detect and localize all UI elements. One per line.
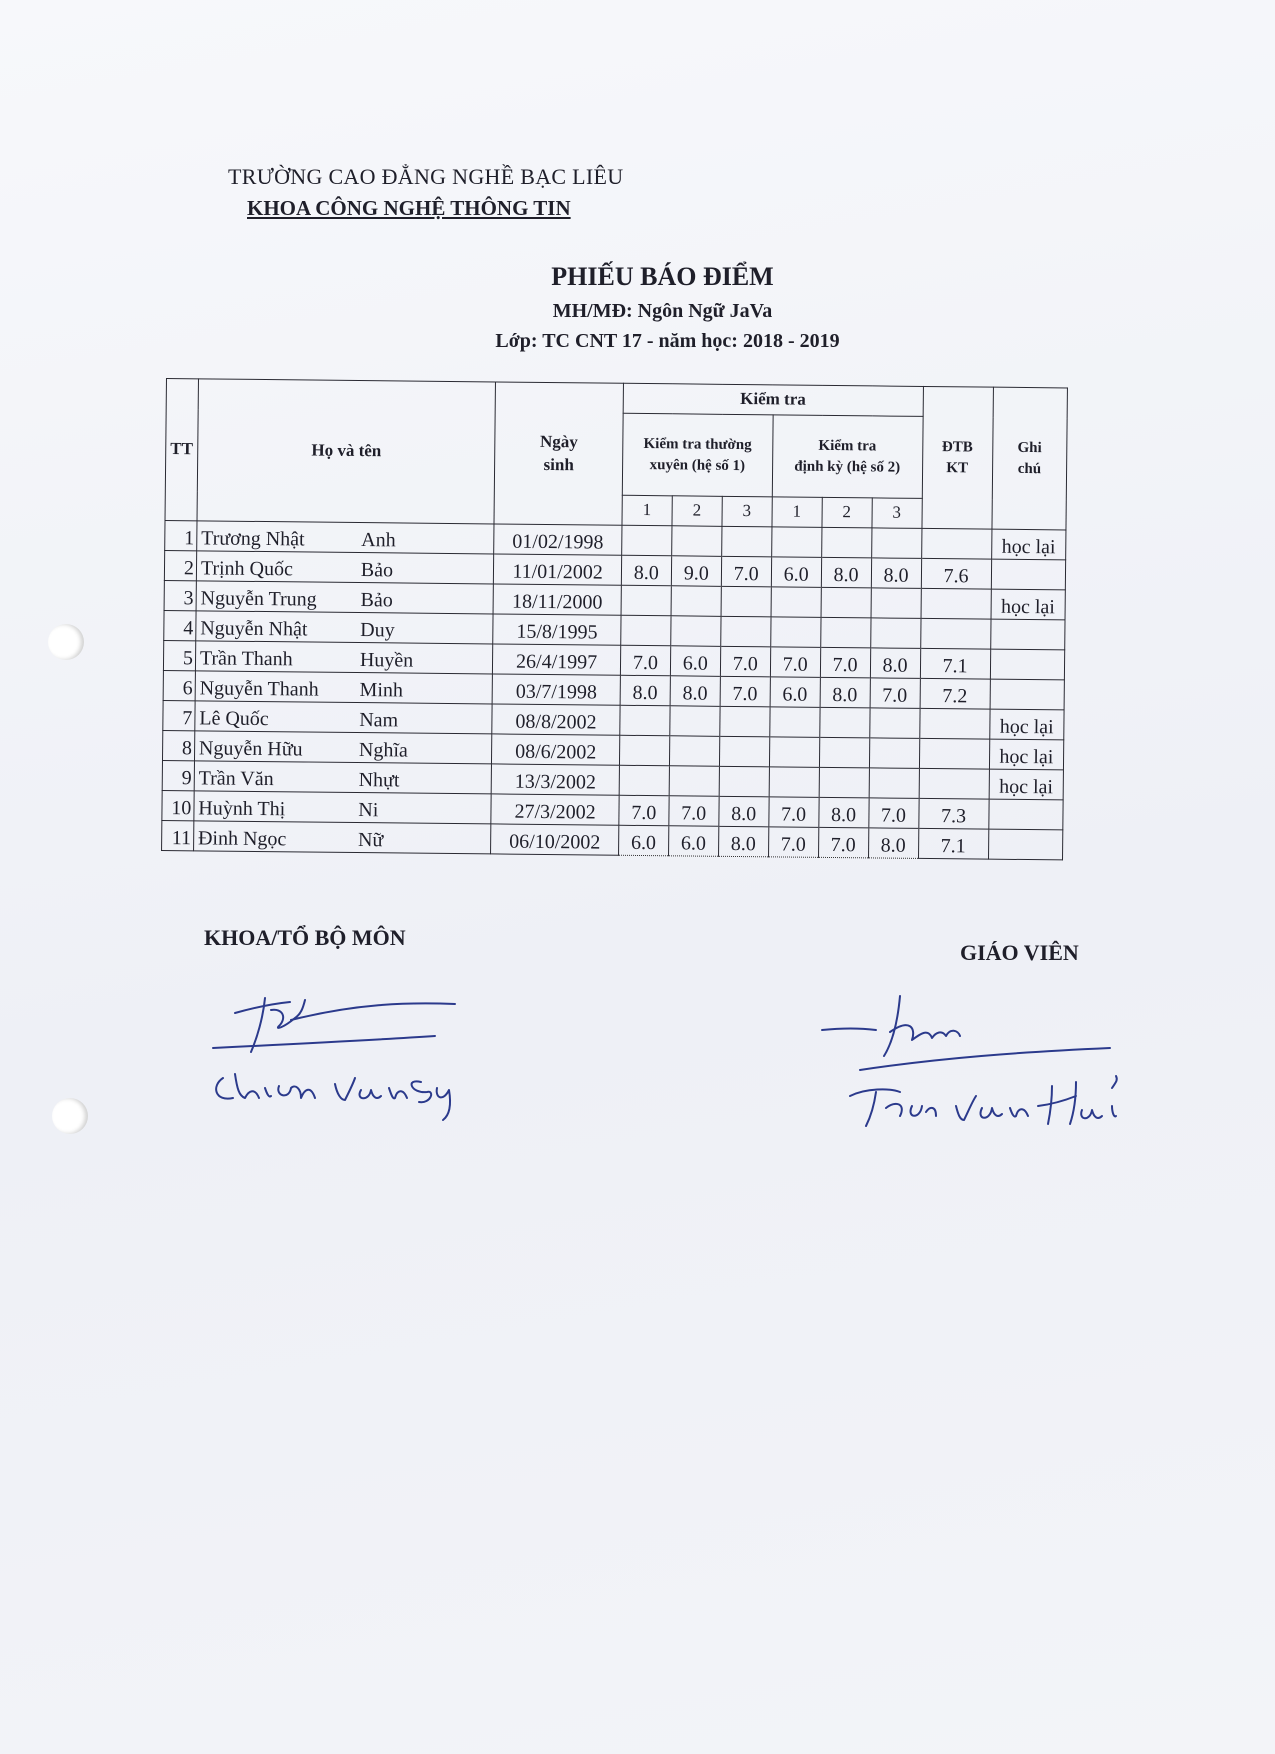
- score-dk2: [819, 767, 869, 798]
- student-surname: Nguyễn Trung: [200, 587, 317, 611]
- score-tx1: [621, 585, 671, 616]
- row-index: 5: [163, 640, 195, 670]
- student-name: [194, 791, 492, 824]
- average-score: 7.6: [921, 558, 991, 589]
- score-dk2: [819, 707, 869, 738]
- score-dk1: [769, 707, 819, 738]
- student-given-name: Bảo: [360, 589, 393, 612]
- student-name: [194, 761, 492, 794]
- average-score: [919, 738, 989, 769]
- note-cell: [988, 829, 1063, 860]
- score-dk1: 7.0: [770, 647, 820, 678]
- score-tx1: 8.0: [620, 675, 670, 706]
- score-dk3: [871, 588, 921, 619]
- score-tx3: 7.0: [721, 556, 771, 587]
- score-dk3: [869, 738, 919, 769]
- score-tx3: [719, 736, 769, 767]
- row-index: 8: [162, 730, 194, 760]
- score-dk3: 8.0: [870, 648, 920, 679]
- student-given-name: Huyền: [359, 649, 414, 672]
- header-name: Họ và tên: [197, 379, 496, 524]
- header-num: 3: [722, 496, 772, 527]
- note-cell: học lại: [989, 739, 1064, 770]
- student-given-name: Nam: [359, 709, 399, 732]
- average-score: [921, 528, 991, 559]
- score-tx2: [669, 736, 719, 767]
- score-tx1: 7.0: [619, 795, 669, 826]
- average-score: [920, 618, 990, 649]
- score-tx3: 8.0: [718, 826, 768, 857]
- student-name: [195, 641, 493, 674]
- subject-line: MH/MĐ: Ngôn Ngữ JaVa: [552, 300, 773, 322]
- header-kiemtra: Kiểm tra: [623, 383, 923, 416]
- faculty-name: KHOA CÔNG NGHỆ THÔNG TIN: [247, 196, 571, 220]
- student-given-name: Nghĩa: [358, 739, 408, 762]
- right-signature-title: GIÁO VIÊN: [960, 940, 1079, 965]
- left-signature: [205, 978, 475, 1128]
- score-dk1: [771, 527, 821, 558]
- student-dob: 08/6/2002: [492, 734, 620, 765]
- score-tx3: 8.0: [719, 796, 769, 827]
- score-dk3: [870, 618, 920, 649]
- student-dob: 01/02/1998: [494, 524, 622, 555]
- student-dob: 11/01/2002: [494, 554, 622, 585]
- score-dk2: 7.0: [818, 827, 868, 858]
- student-given-name: Bảo: [360, 559, 394, 582]
- average-score: 7.2: [920, 678, 990, 709]
- score-tx3: 7.0: [720, 646, 770, 677]
- score-dk3: 7.0: [870, 678, 920, 709]
- score-tx1: [621, 615, 671, 646]
- student-given-name: Nữ: [357, 829, 384, 852]
- row-index: 6: [163, 670, 195, 700]
- student-surname: Đinh Ngọc: [197, 827, 287, 851]
- student-name: [196, 611, 494, 644]
- header-num: 1: [622, 495, 672, 526]
- score-tx1: [620, 705, 670, 736]
- row-index: 10: [162, 790, 194, 820]
- row-index: 2: [164, 550, 196, 580]
- score-dk2: [821, 587, 871, 618]
- score-tx2: [669, 766, 719, 797]
- note-cell: [990, 649, 1065, 680]
- grade-table: [161, 378, 1068, 860]
- header-regular-tests: Kiểm tra thường xuyên (hệ số 1): [622, 413, 773, 497]
- score-dk2: 8.0: [820, 677, 870, 708]
- score-tx2: 6.0: [670, 646, 720, 677]
- score-tx3: [720, 616, 770, 647]
- header-num: 3: [872, 498, 922, 529]
- row-index: 1: [165, 520, 197, 550]
- score-dk1: 6.0: [770, 677, 820, 708]
- score-tx1: 8.0: [621, 555, 671, 586]
- score-tx2: 9.0: [671, 556, 721, 587]
- left-signature-name: Chiêm Văn Sang: [205, 978, 212, 979]
- score-tx2: [671, 586, 721, 617]
- student-given-name: Ni: [358, 799, 379, 822]
- average-score: [919, 708, 989, 739]
- header-num: 2: [822, 497, 872, 528]
- student-dob: 27/3/2002: [491, 794, 619, 825]
- student-given-name: Anh: [361, 529, 396, 552]
- score-tx1: 6.0: [618, 825, 668, 856]
- note-cell: học lại: [991, 589, 1066, 620]
- average-score: 7.1: [920, 648, 990, 679]
- student-name: [195, 701, 493, 734]
- note-cell: [988, 799, 1063, 830]
- average-score: 7.3: [918, 798, 988, 829]
- right-signature: [820, 988, 1140, 1148]
- student-surname: Huỳnh Thị: [198, 797, 286, 821]
- header-num: 1: [772, 497, 822, 528]
- student-name: [196, 581, 494, 614]
- header-dob: Ngày sinh: [494, 382, 623, 525]
- class-line: Lớp: TC CNT 17 - năm học: 2018 - 2019: [495, 330, 840, 352]
- score-dk1: [770, 617, 820, 648]
- note-cell: học lại: [989, 769, 1064, 800]
- student-dob: 03/7/1998: [492, 674, 620, 705]
- student-name: [193, 821, 491, 854]
- header-tt: TT: [165, 379, 198, 521]
- student-surname: Trần Văn: [198, 767, 274, 791]
- student-name: [196, 551, 494, 584]
- score-dk3: 8.0: [871, 558, 921, 589]
- score-dk3: 7.0: [868, 798, 918, 829]
- student-surname: Nguyễn Nhật: [200, 617, 308, 641]
- score-tx2: 8.0: [670, 676, 720, 707]
- score-tx1: [619, 765, 669, 796]
- student-dob: 26/4/1997: [493, 644, 621, 675]
- student-dob: 18/11/2000: [493, 584, 621, 615]
- note-cell: [991, 559, 1066, 590]
- row-index: 7: [163, 700, 195, 730]
- student-given-name: Minh: [359, 679, 404, 702]
- score-dk1: [771, 587, 821, 618]
- student-given-name: Nhựt: [358, 769, 400, 792]
- student-dob: 06/10/2002: [491, 824, 619, 855]
- header-average: ĐTB KT: [921, 386, 993, 529]
- score-tx3: [720, 706, 770, 737]
- score-dk2: [820, 617, 870, 648]
- score-tx2: 6.0: [668, 826, 718, 857]
- score-tx2: [670, 706, 720, 737]
- average-score: [919, 768, 989, 799]
- student-surname: Trương Nhật: [201, 527, 305, 551]
- student-dob: 08/8/2002: [492, 704, 620, 735]
- row-index: 11: [162, 820, 194, 850]
- score-tx2: [671, 526, 721, 557]
- grade-table-body: [162, 520, 1066, 859]
- score-dk3: 8.0: [868, 828, 918, 859]
- header-num: 2: [672, 496, 722, 527]
- score-tx2: 7.0: [669, 796, 719, 827]
- score-tx2: [671, 616, 721, 647]
- score-dk3: [871, 528, 921, 559]
- student-name: [194, 731, 492, 764]
- student-name: [195, 671, 493, 704]
- score-dk1: 6.0: [771, 557, 821, 588]
- score-dk1: [769, 767, 819, 798]
- average-score: [921, 588, 991, 619]
- note-cell: [990, 679, 1065, 710]
- score-dk2: 8.0: [818, 797, 868, 828]
- header-periodic-tests: Kiểm tra định kỳ (hệ số 2): [772, 415, 923, 499]
- row-index: 3: [164, 580, 196, 610]
- score-dk2: [819, 737, 869, 768]
- score-tx1: [619, 735, 669, 766]
- document-title: PHIẾU BÁO ĐIỂM: [551, 262, 774, 291]
- row-index: 4: [164, 610, 196, 640]
- score-dk2: 7.0: [820, 647, 870, 678]
- student-surname: Trịnh Quốc: [200, 557, 294, 581]
- student-surname: Trần Thanh: [199, 647, 293, 671]
- score-tx3: 7.0: [720, 676, 770, 707]
- score-tx3: [721, 586, 771, 617]
- school-name: TRƯỜNG CAO ĐẲNG NGHỀ BẠC LIÊU: [228, 164, 624, 189]
- punch-hole-top: [48, 624, 84, 660]
- score-dk2: 8.0: [821, 557, 871, 588]
- punch-hole-bottom: [52, 1098, 88, 1134]
- header-note: Ghi chú: [992, 387, 1068, 530]
- student-dob: 15/8/1995: [493, 614, 621, 645]
- score-tx3: [721, 526, 771, 557]
- average-score: 7.1: [918, 828, 988, 859]
- note-cell: học lại: [991, 529, 1066, 560]
- score-dk1: [769, 737, 819, 768]
- right-signature-name: Trần Văn Hải: [820, 988, 826, 989]
- student-surname: Nguyễn Hữu: [198, 737, 303, 761]
- student-dob: 13/3/2002: [492, 764, 620, 795]
- student-surname: Nguyễn Thanh: [199, 677, 319, 701]
- note-cell: học lại: [989, 709, 1064, 740]
- score-dk2: [821, 527, 871, 558]
- score-dk1: 7.0: [769, 797, 819, 828]
- score-dk1: 7.0: [768, 827, 818, 858]
- left-signature-title: KHOA/TỔ BỘ MÔN: [204, 925, 406, 950]
- student-surname: Lê Quốc: [199, 707, 269, 731]
- note-cell: [990, 619, 1065, 650]
- score-dk3: [869, 768, 919, 799]
- student-name: [197, 521, 495, 554]
- row-index: 9: [162, 760, 194, 790]
- student-given-name: Duy: [360, 619, 395, 642]
- score-tx3: [719, 766, 769, 797]
- score-tx1: 7.0: [620, 645, 670, 676]
- score-tx1: [622, 525, 672, 556]
- score-dk3: [869, 708, 919, 739]
